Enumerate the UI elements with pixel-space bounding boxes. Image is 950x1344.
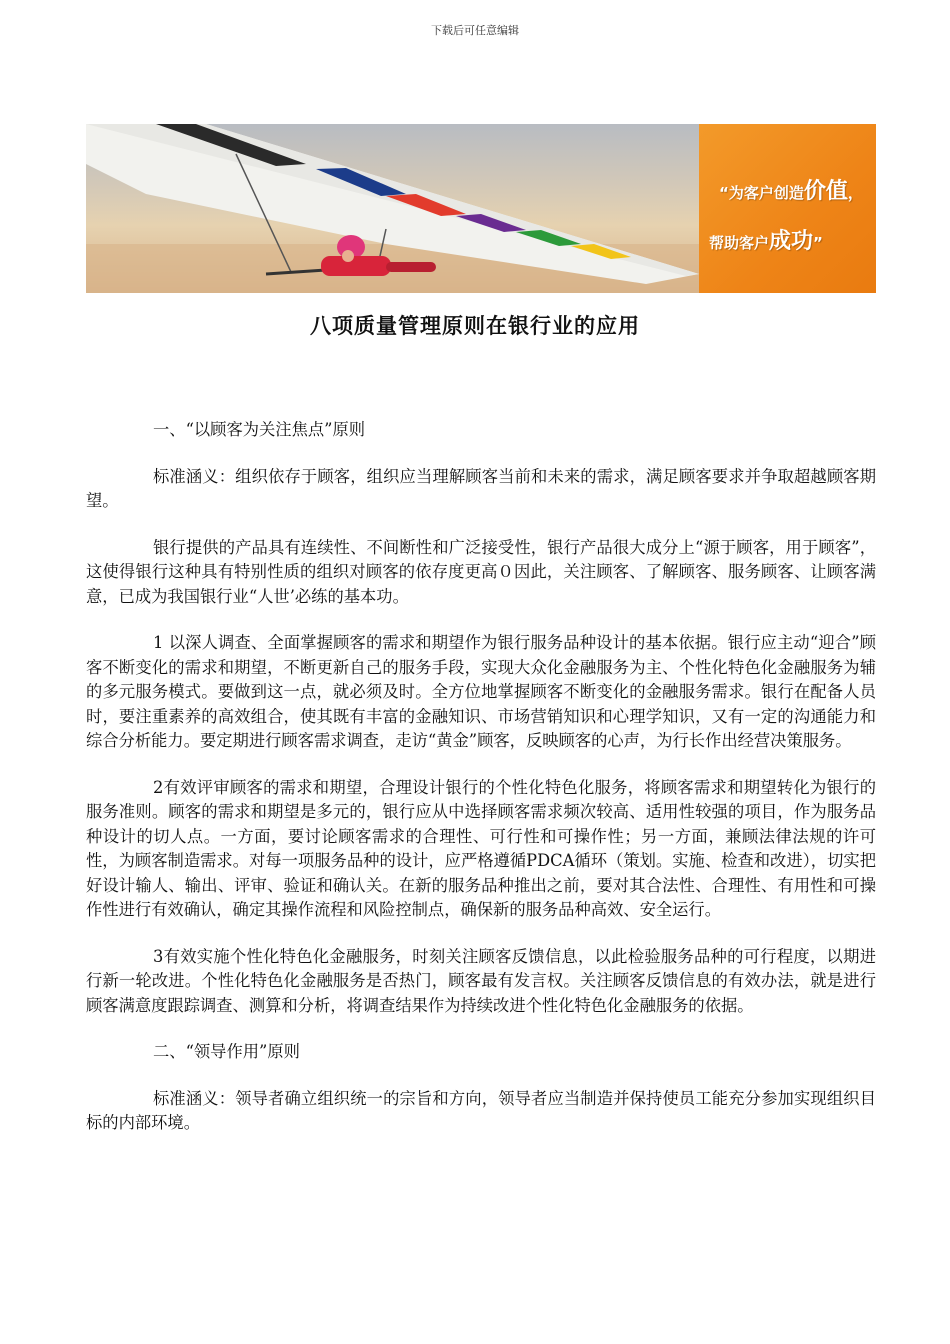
- banner-slogan: [699, 124, 876, 293]
- paragraph: 银行提供的产品具有连续性、不间断性和广泛接受性，银行产品很大成分上“源于顾客，用于顾客”，这使得银行这种具有特别性质的组织对顾客的依存度更高０因此，关注顾客、了解顾客、服务顾客、让顾客满意，已成为我国银行业“人世’必练的基本功。: [86, 537, 876, 606]
- paragraph-point-1: 1 以深人调查、全面掌握顾客的需求和期望作为银行服务品种设计的基本依据。银行应主动“迎合”顾客不断变化的需求和期望，不断更新自己的服务手段，实现大众化金融服务为主、个性化特色化金融服务为辅的多元服务模式。要做到这一点，就必须及时。全方位地掌握顾客不断变化的金融服务需求。银行在配备人员时，要注重素养的高效组合，使其既有丰富的金融知识、市场营销知识和心理学知识，又有一定的沟通能力和综合分析能力。要定期进行顾客需求调查，走访“黄金”顾客，反映顾客的心声，为行长作出经营决策服务。: [86, 633, 876, 750]
- document-body: [86, 418, 876, 1158]
- section-heading-2: 二、“领导作用”原则: [153, 1042, 300, 1061]
- paragraph-definition-1: 标准涵义：组织依存于顾客，组织应当理解顾客当前和未来的需求，满足顾客要求并争取超越顾客期望。: [86, 466, 876, 510]
- banner: [86, 124, 876, 293]
- header-note: 下载后可任意编辑: [431, 24, 519, 37]
- paragraph-point-2: 2有效评审顾客的需求和期望，合理设计银行的个性化特色化服务，将顾客需求和期望转化为银行的服务准则。顾客的需求和期望是多元的，银行应从中选择顾客需求频次较高、适用性较强的项目，作为服务品种设计的切人点。一方面，要讨论顾客需求的合理性、可行性和可操作性；另一方面，兼顾法律法规的许可性，为顾客制造需求。对每一项服务品种的设计，应严格遵循PDCA循环（策划。实施、检查和改进），切实把好设计输人、输出、评审、验证和确认关。在新的服务品种推出之前，要对其合法性、合理性、有用性和可操作性进行有效确认，确定其操作流程和风险控制点，确保新的服务品种高效、安全运行。: [86, 777, 876, 919]
- section-heading-1: 一、“以顾客为关注焦点”原则: [153, 420, 366, 439]
- paragraph-point-3: 3有效实施个性化特色化金融服务，时刻关注顾客反馈信息，以此检验服务品种的可行程度，以期进行新一轮改进。个性化特色化金融服务是否热门，顾客最有发言权。关注顾客反馈信息的有效办法，就是进行顾客满意度跟踪调查、测算和分析，将调查结果作为持续改进个性化特色化金融服务的依据。: [86, 946, 876, 1015]
- document-title: 八项质量管理原则在银行业的应用: [310, 314, 640, 338]
- paragraph-definition-2: 标准涵义：领导者确立组织统一的宗旨和方向，领导者应当制造并保持使员工能充分参加实现组织目标的内部环境。: [86, 1088, 876, 1132]
- hang-glider-photo: [86, 124, 699, 293]
- slogan-line-2: 帮助客户成功”: [709, 229, 823, 254]
- slogan-line-1: “为客户创造价值，: [719, 179, 863, 204]
- hang-glider-illustration: [86, 124, 699, 293]
